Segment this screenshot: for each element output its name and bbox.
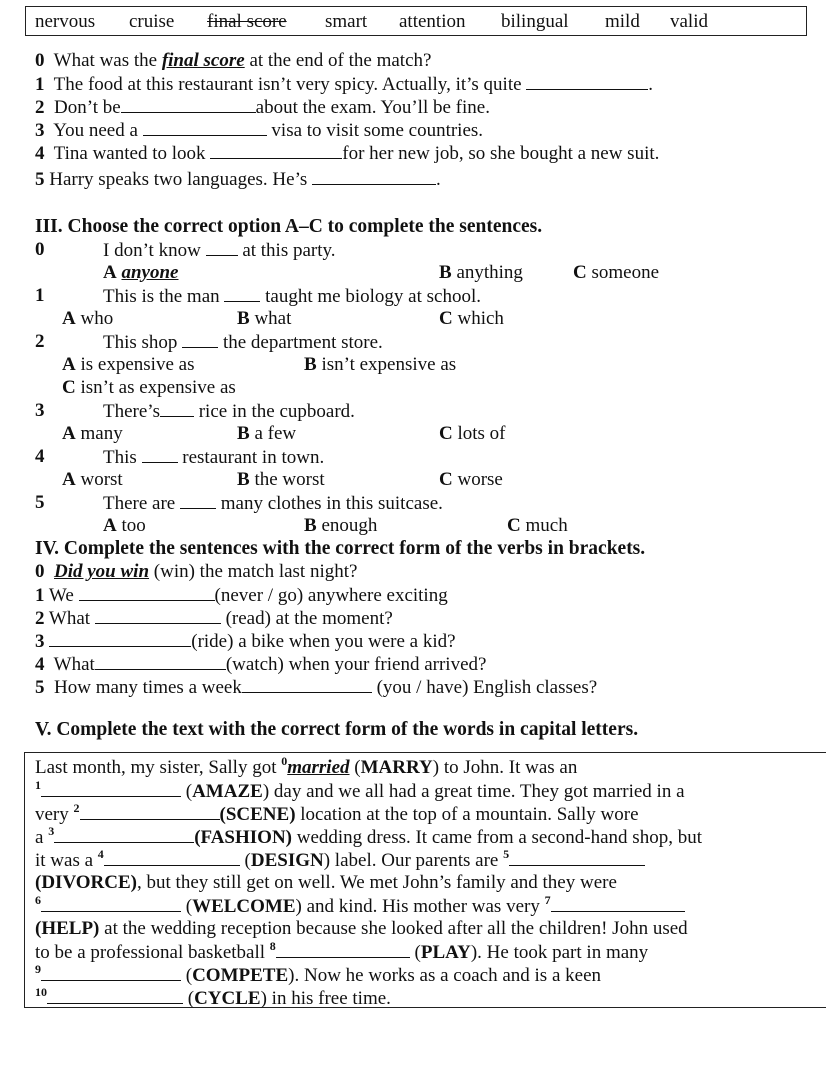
s2-item-1: 1 The food at this restaurant isn’t very spicy. Actually, it’s quite .	[35, 74, 654, 95]
text-line-5: it was a $^4$ (DESIGN) label. Our parents are $^5$	[35, 849, 645, 872]
answer-blank[interactable]	[509, 849, 645, 866]
s4-item-4: 4 What (watch) when your friend arrived?	[35, 654, 487, 675]
text-line-2: $^1$ (AMAZE) day and we all had a great time. They got married in a	[35, 778, 685, 802]
s4-item-0: 0 Did you win (win) the match last night?	[35, 561, 358, 582]
q0-stem: I don’t know at this party.	[103, 240, 336, 261]
q0-option-c[interactable]: C someone	[573, 262, 660, 283]
word-nervous: nervous	[35, 11, 96, 32]
q1-number: 1	[35, 285, 45, 306]
q1-option-a[interactable]: A who	[62, 308, 114, 329]
answer-blank[interactable]	[160, 400, 194, 417]
word-box	[25, 6, 807, 36]
answer-blank[interactable]	[526, 73, 648, 90]
answer-blank[interactable]	[95, 607, 221, 624]
q5-stem: There are many clothes in this suitcase.	[103, 493, 443, 514]
s4-item-2: 2 What (read) at the moment?	[35, 608, 393, 629]
q2-stem: This shop the department store.	[103, 332, 383, 353]
s2-item-0: 0 What was the final score at the end of the match?	[35, 50, 432, 71]
q5-option-c[interactable]: C much	[507, 515, 568, 536]
q3-option-a[interactable]: A many	[62, 423, 123, 444]
q4-option-c[interactable]: C worse	[439, 469, 503, 490]
answer-blank[interactable]	[54, 826, 194, 843]
answer-blank[interactable]	[104, 849, 240, 866]
answer-blank[interactable]	[41, 895, 181, 912]
q5-number: 5	[35, 492, 45, 513]
text-line-9: to be a professional basketball $^8$ (PLAY). He took part in many	[35, 939, 649, 963]
s2-item-3: 3 You need a visa to visit some countries.	[35, 120, 484, 141]
q5-option-a[interactable]: A too	[103, 515, 146, 536]
word-valid: valid	[670, 11, 708, 32]
text-line-7: $^6$ (WELCOME) and kind. His mother was very $^7$	[35, 895, 685, 918]
s2-item-4: 4 Tina wanted to look for her new job, so she bought a new suit.	[35, 143, 660, 164]
answer-blank[interactable]	[41, 780, 181, 797]
q2-option-b[interactable]: B isn’t expensive as	[304, 354, 457, 375]
s2-item-5: 5 Harry speaks two languages. He’s .	[35, 169, 441, 190]
q0-option-b[interactable]: B anything	[439, 262, 523, 283]
answer-blank[interactable]	[312, 168, 436, 185]
answer-blank[interactable]	[121, 96, 256, 113]
answer-blank[interactable]	[80, 803, 220, 820]
q1-option-c[interactable]: C which	[439, 308, 504, 329]
text-line-11: $^{10}$ (CYCLE) in his free time.	[35, 985, 391, 1009]
text-line-3: very $^2$ (SCENE) location at the top of a mountain. Sally wore	[35, 801, 639, 825]
s4-item-3: 3 (ride) a bike when you were a kid?	[35, 631, 456, 652]
section-3-heading: III. Choose the correct option A–C to complete the sentences.	[35, 216, 543, 237]
q3-option-c[interactable]: C lots of	[439, 423, 506, 444]
answer-blank[interactable]	[95, 653, 226, 670]
answer-blank[interactable]	[206, 239, 238, 256]
answer-blank[interactable]	[551, 895, 685, 912]
q0-number: 0	[35, 239, 45, 260]
answer-blank[interactable]	[142, 446, 178, 463]
answer-blank[interactable]	[180, 492, 216, 509]
answer-blank[interactable]	[49, 630, 191, 647]
s2-item-2: 2 Don’t be about the exam. You’ll be fine.	[35, 97, 490, 118]
q4-option-b[interactable]: B the worst	[237, 469, 325, 490]
q1-stem: This is the man taught me biology at school.	[103, 286, 481, 307]
text-line-8: (HELP) at the wedding reception because she looked after all the children! John used	[35, 918, 688, 939]
answer-blank[interactable]	[242, 676, 372, 693]
q2-option-a[interactable]: A is expensive as	[62, 354, 195, 375]
answer-blank[interactable]	[210, 142, 342, 159]
s4-item-5: 5 How many times a week (you / have) English classes?	[35, 677, 598, 698]
text-line-4: a $^3$ (FASHION) wedding dress. It came from a second-hand shop, but	[35, 824, 702, 848]
word-final-score: final score	[207, 11, 287, 32]
q3-option-b[interactable]: B a few	[237, 423, 297, 444]
answer-blank[interactable]	[79, 584, 215, 601]
answer-blank[interactable]	[47, 987, 183, 1004]
q4-number: 4	[35, 446, 45, 467]
answer-blank[interactable]	[182, 331, 218, 348]
q2-option-c[interactable]: C isn’t as expensive as	[62, 377, 236, 398]
q2-number: 2	[35, 331, 45, 352]
word-attention: attention	[399, 11, 466, 32]
answer-blank[interactable]	[224, 285, 260, 302]
word-cruise: cruise	[129, 11, 175, 32]
q3-number: 3	[35, 400, 45, 421]
word-smart: smart	[325, 11, 368, 32]
answer-blank[interactable]	[41, 964, 181, 981]
q1-option-b[interactable]: B what	[237, 308, 292, 329]
text-line-6: (DIVORCE), but they still get on well. We met John’s family and they were	[35, 872, 617, 893]
answer-blank[interactable]	[276, 941, 410, 958]
word-mild: mild	[605, 11, 640, 32]
word-bilingual: bilingual	[501, 11, 569, 32]
q4-option-a[interactable]: A worst	[62, 469, 123, 490]
q0-option-a[interactable]: A anyone	[103, 262, 179, 283]
q3-stem: There’s rice in the cupboard.	[103, 401, 355, 422]
q4-stem: This restaurant in town.	[103, 447, 325, 468]
section-5-heading: V. Complete the text with the correct form of the words in capital letters.	[35, 719, 639, 740]
section-4-heading: IV. Complete the sentences with the correct form of the verbs in brackets.	[35, 538, 646, 559]
s4-item-1: 1 We (never / go) anywhere exciting	[35, 585, 448, 606]
text-line-1: Last month, my sister, Sally got $^0$married (MARRY) to John. It was an	[35, 754, 578, 778]
answer-blank[interactable]	[143, 119, 267, 136]
text-line-10: $^9$ (COMPETE). Now he works as a coach and is a keen	[35, 962, 602, 986]
q5-option-b[interactable]: B enough	[304, 515, 378, 536]
